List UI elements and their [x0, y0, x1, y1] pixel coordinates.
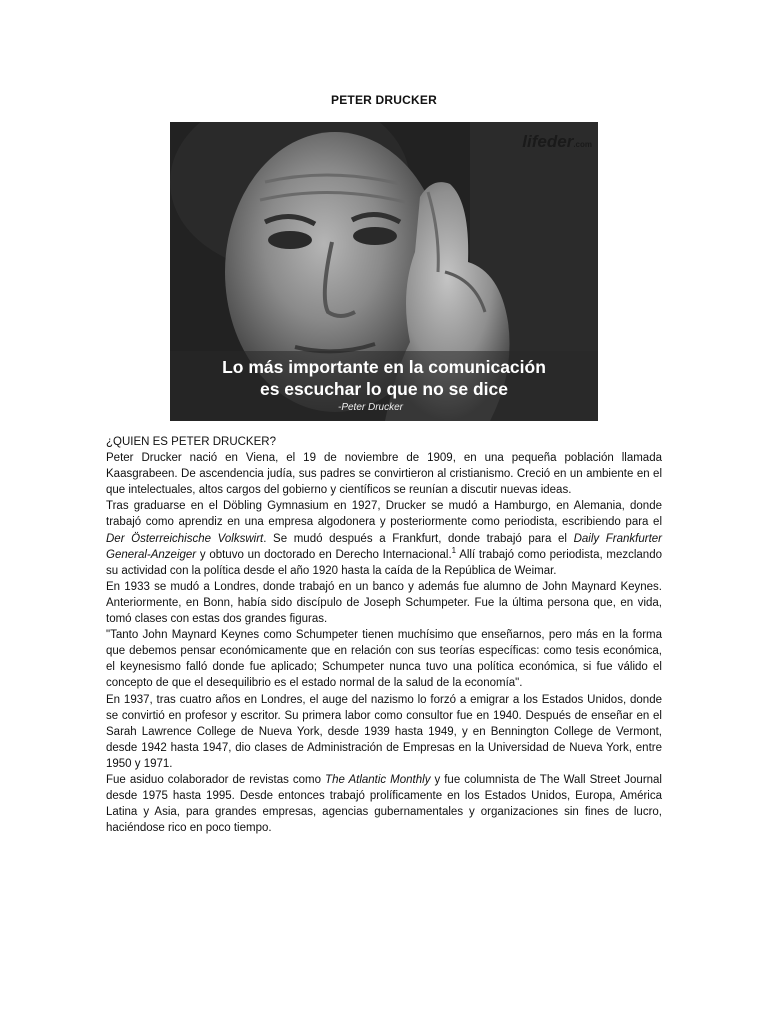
italic-title: Daily Frankfurter General-Anzeiger	[106, 532, 663, 561]
image-quote	[170, 356, 598, 400]
quote-line-2: es escuchar lo que no se dice	[259, 379, 509, 399]
italic-title: The Atlantic Monthly	[325, 773, 431, 786]
paragraph-2: Tras graduarse en el Döbling Gymnasium en 1927, Drucker se mudó a Hamburgo, en Alemania, donde trabajó como aprendiz en una empresa algodonera y posteriormente como periodista, escribiendo para el Der Österreichische Volkswirt. Se mudó después a Frankfurt, donde trabajó para el Daily Frankfurter General-Anzeiger y obtuvo un doctorado en Derecho Internacional.$^1$ Allí trabajó como periodista, mezclando su actividad con la política desde el año 1920 hasta la caída de la República de Weimar.	[106, 500, 663, 577]
paragraph-3: En 1933 se mudó a Londres, donde trabajó en un banco y además fue alumno de John Maynard Keynes. Anteriormente, en Bonn, había sido discípulo de Joseph Schumpeter. Fue la última persona que, en vida, tomó clases con estas dos grandes figuras.	[106, 580, 662, 626]
italic-title: Der Österreichische Volkswirt	[106, 532, 264, 545]
paragraph-1: Peter Drucker nació en Viena, el 19 de noviembre de 1909, en una pequeña población llamada Kaasgrabeen. De ascendencia judía, sus padres se convirtieron al cristianismo. Creció en un ambiente en el que intelectuales, altos cargos del gobierno y científicos se reunían a discutir nuevas ideas.	[106, 452, 662, 497]
quote-image	[170, 122, 598, 421]
quote-line-1: Lo más importante en la comunicación	[222, 357, 546, 377]
paragraph-4: "Tanto John Maynard Keynes como Schumpeter tienen muchísimo que enseñarnos, pero más en la forma que debemos pensar económicamente que en relación con sus teorías específicas: como tesis económica, el keynesismo falló donde fue aplicado; Schumpeter nunca tuvo una política económica, si fue válido el concepto de que el desequilibrio es el estado normal de la salud de la economía".	[106, 629, 662, 690]
paragraph-5: En 1937, tras cuatro años en Londres, el auge del nazismo lo forzó a emigrar a los Estados Unidos, donde se convirtió en profesor y escritor. Su primera labor como consultor fue en 1940. Después de enseñar en el Sarah Lawrence College de Nueva York, desde 1939 hasta 1949, y en Bennington College de Vermont, desde 1942 hasta 1947, dio clases de Administración de Empresas en la Universidad de Nueva York, entre 1950 y 1971.	[106, 693, 662, 770]
document-title: PETER DRUCKER	[331, 93, 437, 107]
document-body	[106, 434, 662, 836]
lifeder-logo: lifeder.com	[522, 132, 592, 151]
footnote-ref[interactable]: 1	[451, 545, 457, 555]
quote-attribution: -Peter Drucker	[338, 402, 404, 413]
section-heading: ¿QUIEN ES PETER DRUCKER?	[106, 436, 276, 448]
paragraph-6: Fue asiduo colaborador de revistas como The Atlantic Monthly y fue columnista de The Wall Street Journal desde 1975 hasta 1995. Desde entonces trabajó prolíficamente en los Estados Unidos, Europa, América Latina y Asia, para grandes empresas, agencias gubernamentales y organizaciones sin fines de lucro, haciéndose rico en poco tiempo.	[106, 773, 662, 835]
